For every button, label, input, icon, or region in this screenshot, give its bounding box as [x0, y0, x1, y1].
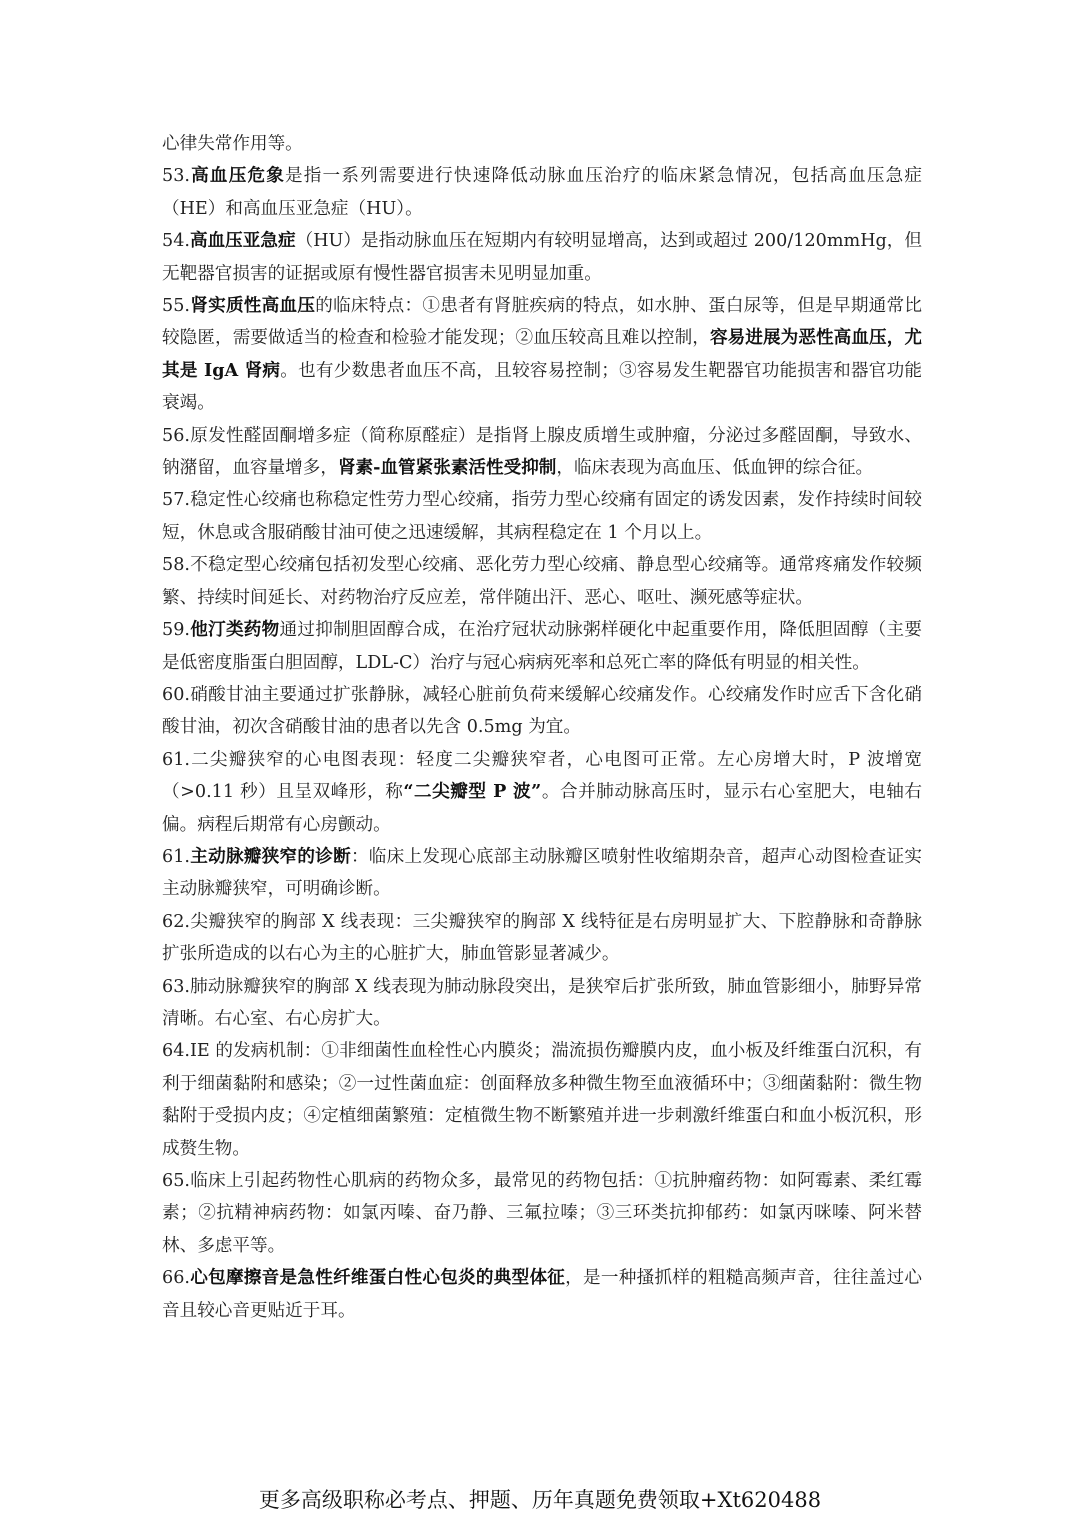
text-run: （HU）是指动脉血压在短期内有较明显增高，达到或超过 200/120mmHg，但无靶器官损害的证据或原有慢性器官损害未见明显加重。: [162, 231, 922, 284]
bold-text: 他汀类药物: [189, 619, 280, 641]
bold-text: 高血压亚急症: [189, 230, 296, 252]
text-run: 63.肺动脉瓣狭窄的胸部 X 线表现为肺动脉段突出，是狭窄后扩张所致，肺血管影细小，肺野异常清晰。右心室、右心房扩大。: [162, 976, 922, 1029]
text-run: 62.尖瓣狭窄的胸部 X 线表现：三尖瓣狭窄的胸部 X 线特征是右房明显扩大、下腔静脉和奇静脉扩张所造成的以右心为主的心脏扩大，肺血管影显著减少。: [162, 911, 922, 965]
paragraph: [162, 160, 922, 225]
text-run: 57.稳定性心绞痛也称稳定性劳力型心绞痛，指劳力型心绞痛有固定的诱发因素，发作持续时间较短，休息或含服硝酸甘油可使之迅速缓解，其病程稳定在 1 个月以上。: [162, 490, 922, 543]
text-run: 心律失常作用等。: [162, 134, 303, 154]
paragraph: [162, 679, 922, 744]
paragraph: [162, 484, 922, 549]
text-run: 是指一系列需要进行快速降低动脉血压治疗的临床紧急情况，包括高血压急症（HE）和高血压亚急症（HU）。: [162, 166, 922, 219]
bold-text: 容易进展为恶性高血压，尤其是 IgA 肾病: [162, 327, 922, 381]
bold-text: 肾实质性高血压: [189, 295, 316, 317]
paragraph: [162, 841, 922, 906]
text-run: 55.: [162, 296, 190, 317]
text-run: ：临床上发现心底部主动脉瓣区喷射性收缩期杂音，超声心动图检查证实主动脉瓣狭窄，可明确诊断。: [162, 846, 922, 900]
bold-text: 心包摩擦音是急性纤维蛋白性心包炎的典型体征: [189, 1267, 566, 1289]
paragraph: [162, 744, 922, 841]
text-run: 59.: [162, 620, 190, 641]
paragraph: [162, 290, 922, 420]
text-run: 的临床特点：①患者有肾脏疾病的特点，如水肿、蛋白尿等，但是早期通常比较隐匿，需要做适当的检查和检验才能发现；②血压较高且难以控制，: [162, 296, 922, 349]
bold-text: 主动脉瓣狭窄的诊断: [189, 845, 351, 867]
text-run: 通过抑制胆固醇合成，在治疗冠状动脉粥样硬化中起重要作用，降低胆固醇（主要是低密度脂蛋白胆固醇，LDL-C）治疗与冠心病病死率和总死亡率的降低有明显的相关性。: [162, 620, 922, 673]
bold-text: “二尖瓣型 P 波”: [403, 781, 542, 803]
text-run: 61.: [162, 846, 190, 867]
paragraph: [162, 1262, 922, 1327]
text-run: 54.: [162, 231, 190, 252]
document-body: [162, 128, 922, 1327]
text-run: 65.临床上引起药物性心肌病的药物众多，最常见的药物包括：①抗肿瘤药物：如阿霉素、柔红霉素；②抗精神病药物：如氯丙嗪、奋乃静、三氟拉嗪；③三环类抗抑郁药：如氯丙咪嗪、阿米替林、多虑平等。: [162, 1171, 922, 1256]
paragraph: [162, 225, 922, 290]
bold-text: 肾素-血管紧张素活性受抑制: [337, 457, 557, 479]
paragraph: [162, 128, 922, 160]
text-run: 53.: [162, 166, 190, 187]
text-run: ，是一种搔抓样的粗糙高频声音，往往盖过心音且较心音更贴近于耳。: [162, 1268, 922, 1321]
text-run: 。也有少数患者血压不高，且较容易控制；③容易发生靶器官功能损害和器官功能衰竭。: [162, 360, 922, 414]
footer-promo: 更多高级职称必考点、押题、历年真题免费领取+Xt620488: [258, 1488, 822, 1512]
text-run: 56.原发性醛固酮增多症（简称原醛症）是指肾上腺皮质增生或肿瘤，分泌过多醛固酮，导致水、钠潴留，血容量增多，: [162, 425, 922, 479]
text-run: ，临床表现为高血压、低血钾的综合征。: [556, 458, 874, 479]
paragraph: [162, 906, 922, 971]
bold-text: 高血压危象: [189, 165, 286, 187]
paragraph: [162, 971, 922, 1036]
text-run: 66.: [162, 1268, 190, 1289]
text-run: 64.IE 的发病机制：①非细菌性血栓性心内膜炎；湍流损伤瓣膜内皮，血小板及纤维蛋白沉积，有利于细菌黏附和感染；②一过性菌血症：创面释放多种微生物至血液循环中；③细菌黏附：微生物黏附于受损内皮；④定植细菌繁殖：定植微生物不断繁殖并进一步刺激纤维蛋白和血小板沉积，形成赘生物。: [162, 1041, 922, 1159]
paragraph: [162, 1165, 922, 1262]
paragraph: [162, 614, 922, 679]
paragraph: [162, 420, 922, 485]
paragraph: [162, 1035, 922, 1165]
text-run: 61.二尖瓣狭窄的心电图表现：轻度二尖瓣狭窄者，心电图可正常。左心房增大时，P 波增宽（>0.11 秒）且呈双峰形，称: [162, 749, 922, 803]
text-run: 。合并肺动脉高压时，显示右心室肥大，电轴右偏。病程后期常有心房颤动。: [162, 782, 922, 835]
text-run: 60.硝酸甘油主要通过扩张静脉，减轻心脏前负荷来缓解心绞痛发作。心绞痛发作时应舌下含化硝酸甘油，初次含硝酸甘油的患者以先含 0.5mg 为宜。: [162, 684, 922, 738]
paragraph: [162, 549, 922, 614]
text-run: 58.不稳定型心绞痛包括初发型心绞痛、恶化劳力型心绞痛、静息型心绞痛等。通常疼痛发作较频繁、持续时间延长、对药物治疗反应差，常伴随出汗、恶心、呕吐、濒死感等症状。: [162, 555, 922, 608]
